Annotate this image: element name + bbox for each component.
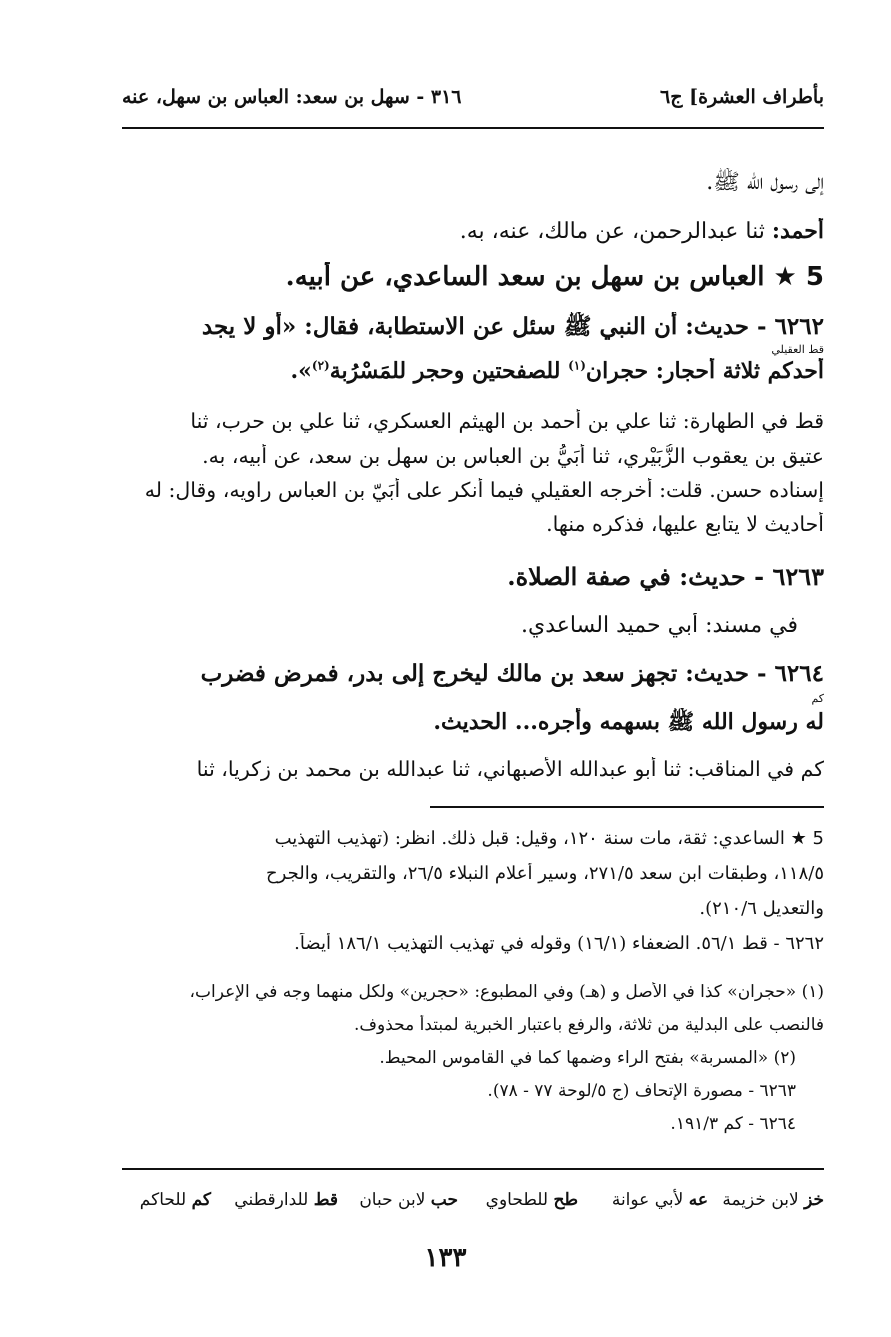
footnote-line-1 [119,828,824,849]
abbrev-code: طح [553,1190,578,1210]
hadith-6262-line-2 [119,358,824,384]
footnote-narrator-number: 5 [812,828,824,849]
footnote-line-4: ٦٢٦٢ - قط ٥٦/١. الضعفاء (١٦/١) وقوله في تهذيب التهذيب ١٨٦/١ أيضاً. [294,933,824,954]
footnote-line-8: ٦٢٦٣ - مصورة الإتحاف (ج ٥/لوحة ٧٧ - ٧٨). [487,1081,796,1101]
page-number: ١٣٣ [424,1243,467,1273]
abbrev-code: خز [804,1190,824,1210]
footnote-line-1-text: الساعدي: ثقة، مات سنة ١٢٠، وقيل: قبل ذلك. انظر: (تهذيب التهذيب [274,828,785,849]
text-line-6: قط في الطهارة: ثنا علي بن أحمد بن الهيثم العسكري، ثنا علي بن حرب، ثنا [190,409,824,433]
abbrev-km [140,1190,211,1210]
abbrev-name: لابن حبان [359,1190,426,1210]
abbrev-code: عه [688,1190,708,1210]
abbrev-hb [359,1190,458,1210]
margin-note-km: كم [811,692,824,705]
footnote-line-7: (٢) «المسربة» بفتح الراء وضمها كما في القاموس المحيط. [379,1048,796,1068]
text-line-2-rest: ثنا عبدالرحمن، عن مالك، عنه، به. [459,219,772,244]
narrator-heading [119,262,824,292]
abbrev-code: كم [191,1190,211,1210]
hadith-text-a: أحدكم ثلاثة أحجار: حجران [585,358,824,384]
abbrev-khz [722,1190,824,1210]
abbrev-code: حب [430,1190,458,1210]
running-header-left: ٣١٦ - سهل بن سعد: العباس بن سهل، عنه [122,86,462,108]
margin-note-qt-aqili: قط العقيلي [771,343,824,356]
footnote-line-9: ٦٢٦٤ - كم ١٩١/٣. [670,1114,796,1134]
source-abbrev-ahmad: أحمد: [771,218,824,244]
abbrev-ah [612,1190,708,1210]
abbrev-name: للدارقطني [234,1190,309,1210]
footnote-rule [430,806,824,808]
text-line-2 [119,218,824,244]
text-line-9: أحاديث لا يتابع عليها، فذكره منها. [546,512,824,536]
hadith-text-b: للصفحتين وحجر للمَسْرُبة [329,358,569,384]
abbrev-code: قط [313,1190,338,1210]
abbrev-name: لأبي عوانة [611,1190,684,1210]
narrator-name: العباس بن سهل بن سعد الساعدي، عن أبيه. [285,262,765,292]
footnote-ref-1[interactable]: (١) [568,358,586,373]
running-header-right: بأطراف العشرة] ج٦ [660,86,824,108]
text-line-7: عتيق بن يعقوب الزُّبَيْري، ثنا أُبَيُّ بن العباس بن سهل بن سعد، عن أبيه، به. [202,444,824,468]
hadith-6264-line-2: له رسول الله ﷺ بسهمه وأجره... الحديث. [433,709,824,735]
text-line-1: إلى رسول الله ﷺ. [706,170,824,195]
text-line-11: في مسند: أبي حميد الساعدي. [521,613,798,638]
footnote-ref-2[interactable]: (٢) [311,358,330,373]
hadith-6262-line-1: ٦٢٦٢ - حديث: أن النبي ﷺ سئل عن الاستطابة، فقال: «أو لا يجد [201,313,824,340]
footnote-line-6: فالنصب على البدلية من ثلاثة، والرفع باعتبار الخبرية لمبتدأ محذوف. [353,1015,824,1035]
star-icon: ★ [790,828,807,849]
abbreviations-rule [122,1168,824,1170]
footnote-line-2: ١١٨/٥، وطبقات ابن سعد ٢٧١/٥، وسير أعلام النبلاء ٢٦/٥، والتقريب، والجرح [266,863,824,884]
abbrev-name: للطحاوي [485,1190,549,1210]
header-rule [122,127,824,129]
text-line-14: كم في المناقب: ثنا أبو عبدالله الأصبهاني، ثنا عبدالله بن محمد بن زكريا، ثنا [196,757,824,781]
abbrev-qt [234,1190,338,1210]
footnote-line-3: والتعديل ٢١٠/٦). [699,898,824,919]
hadith-6263: ٦٢٦٣ - حديث: في صفة الصلاة. [507,562,824,591]
hadith-text-c: ». [290,358,312,384]
abbrev-name: للحاكم [139,1190,187,1210]
text-line-8: إسناده حسن. قلت: أخرجه العقيلي فيما أنكر على أُبَيّ بن العباس راويه، وقال: له [144,478,824,502]
narrator-number: 5 [805,262,824,292]
abbrev-name: لابن خزيمة [722,1190,799,1210]
hadith-6264-line-1: ٦٢٦٤ - حديث: تجهز سعد بن مالك ليخرج إلى بدر، فمرض فضرب [200,660,824,687]
abbrev-th [486,1190,578,1210]
footnote-line-5: (١) «حجران» كذا في الأصل و (هـ) وفي المطبوع: «حجرين» ولكل منهما وجه في الإعراب، [189,982,824,1002]
star-icon: ★ [773,262,797,292]
